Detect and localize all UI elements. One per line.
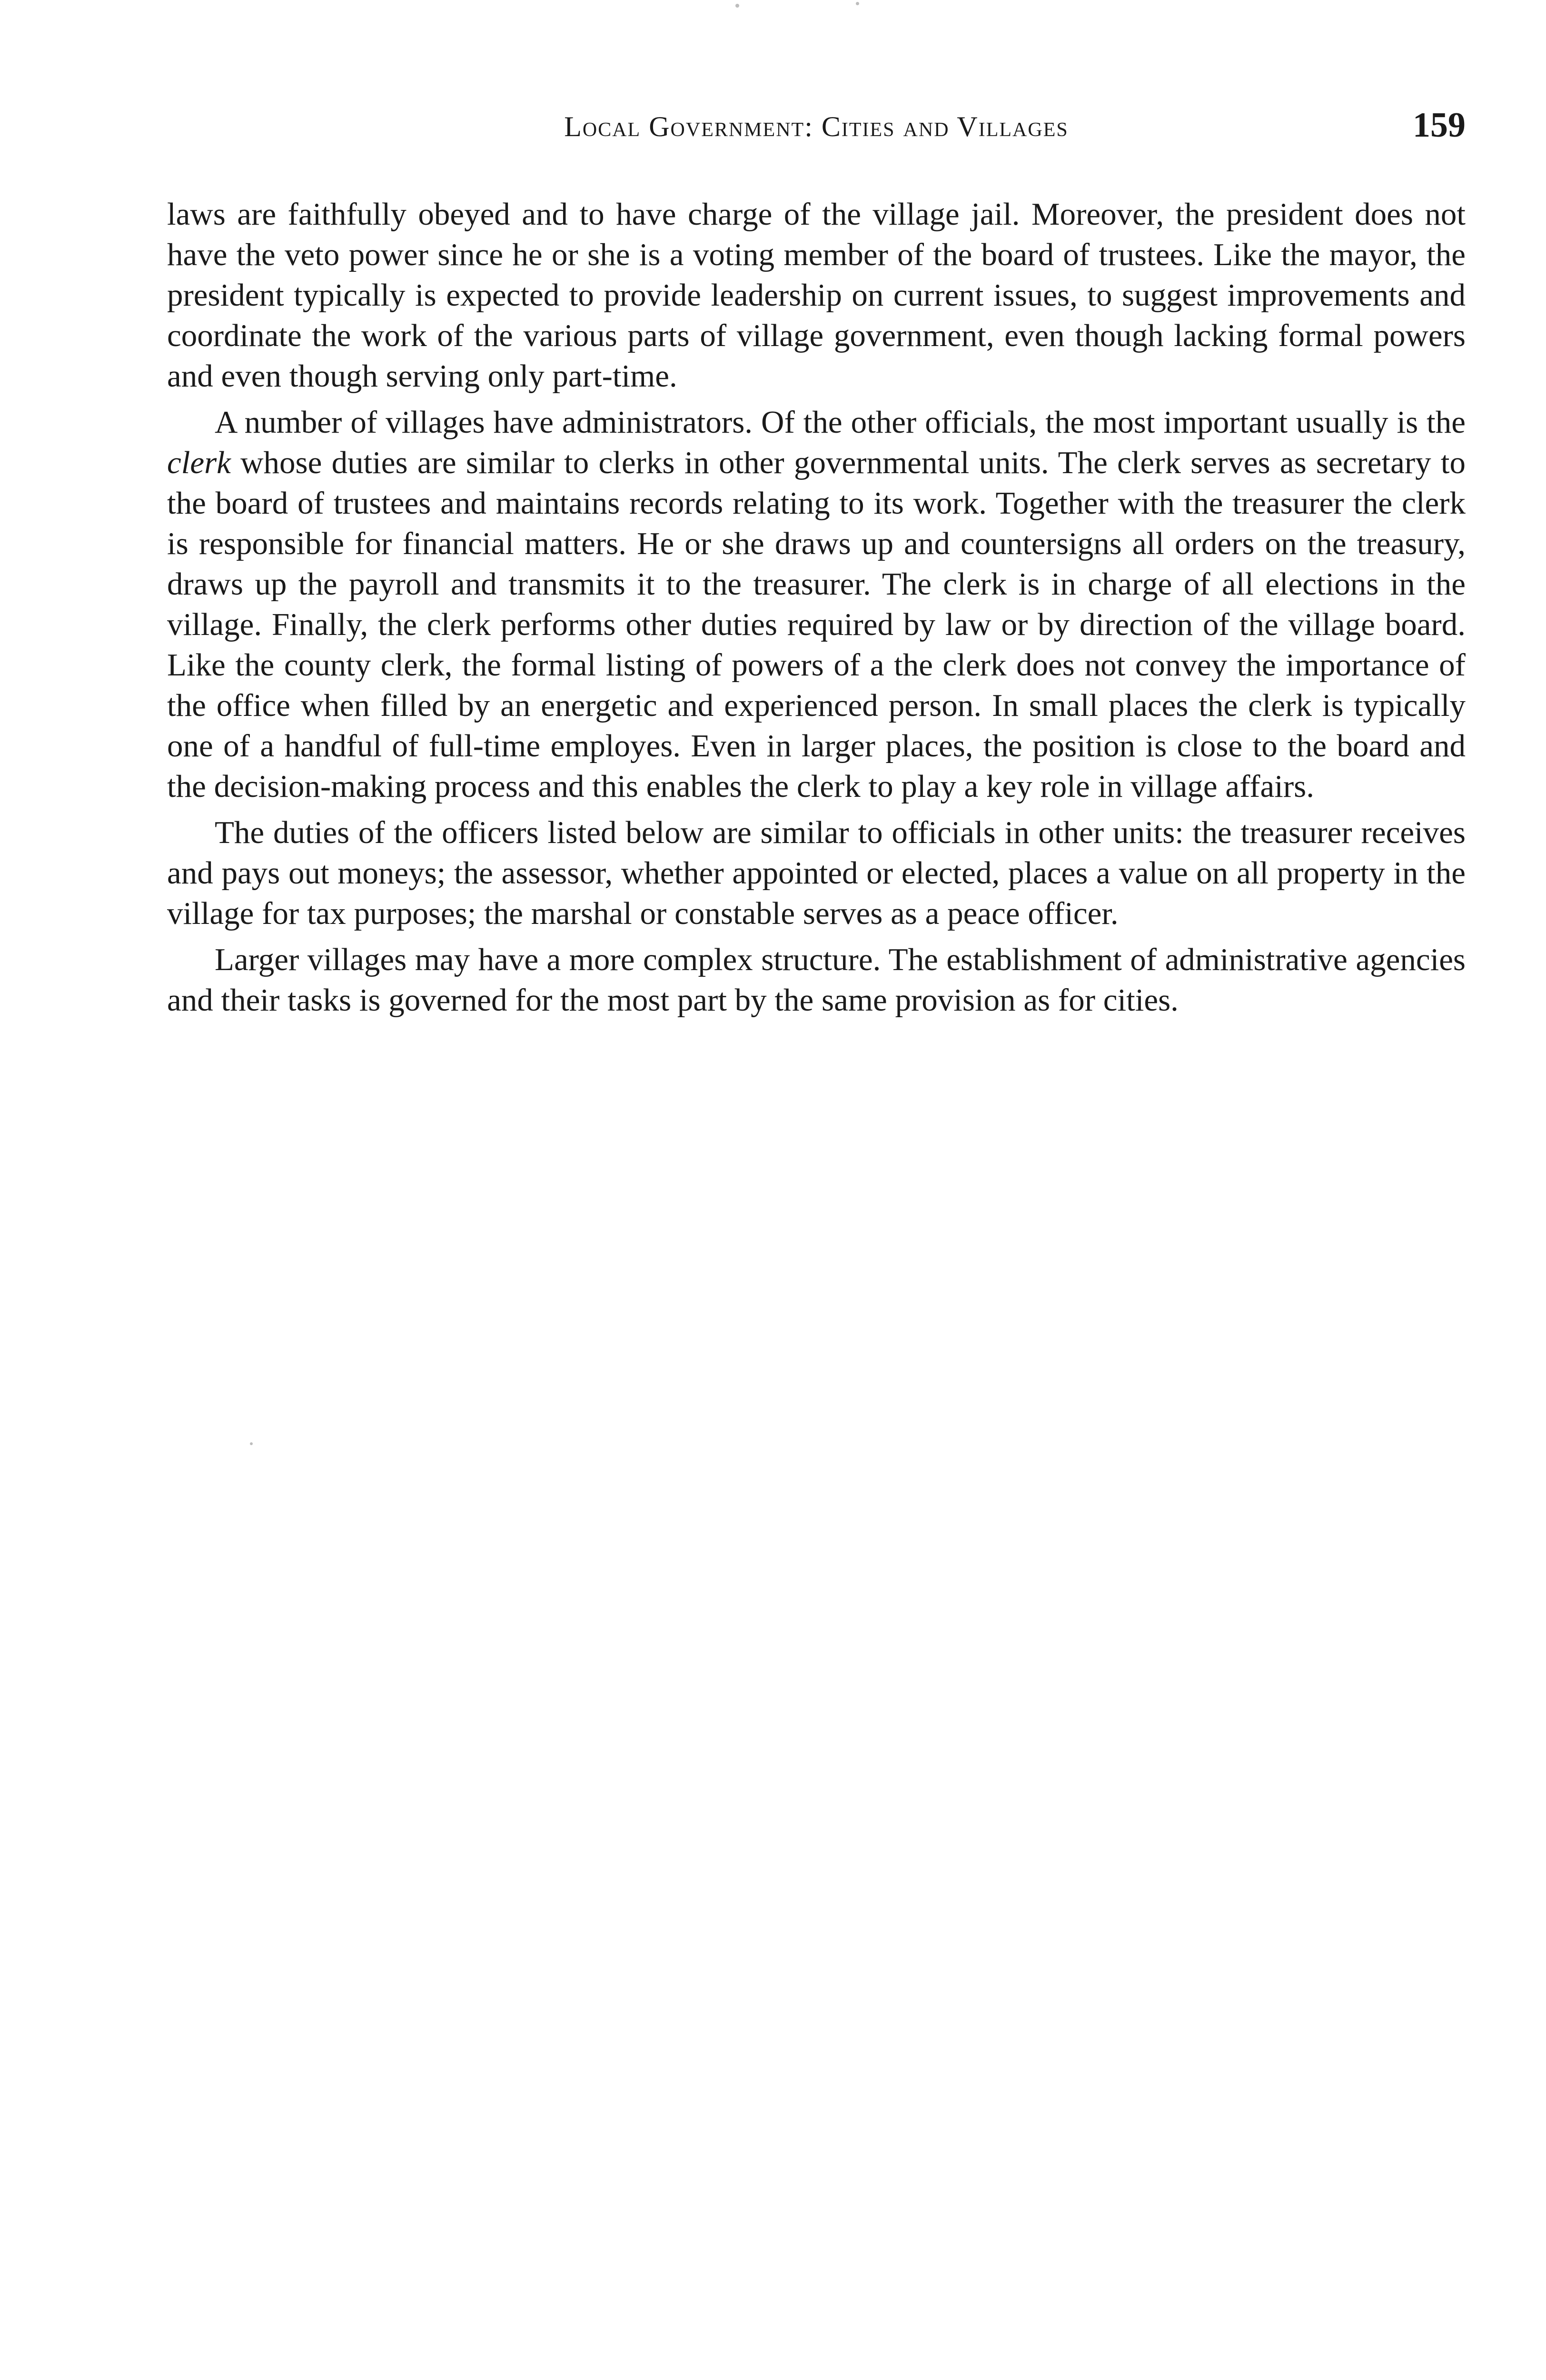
italic-term-clerk: clerk bbox=[167, 445, 231, 480]
paragraph-4: Larger villages may have a more complex structure. The establishment of administrative agencies and their tasks is governed for the most part by the same provision as for cities. bbox=[167, 942, 1466, 1018]
body-text bbox=[167, 194, 1466, 1021]
paragraph-2-text-end: whose duties are similar to clerks in other governmental units. The clerk serves as secretary to the board of trustees and maintains records relating to its work. Together with the treasurer the clerk is responsible for financial matters. He or she draws up and countersigns all orders on the treasury, draws up the payroll and transmits it to the treasurer. The clerk is in charge of all elections in the village. Finally, the clerk performs other duties required by law or by direction of the village board. Like the county clerk, the formal listing of powers of a the clerk does not convey the importance of the office when filled by an energetic and experienced person. In small places the clerk is typically one of a handful of full-time employes. Even in larger places, the position is close to the board and the decision-making process and this enables the clerk to play a key role in village affairs. bbox=[167, 445, 1466, 804]
scan-speck bbox=[735, 4, 739, 8]
scan-speck bbox=[856, 2, 859, 5]
paragraph-2 bbox=[167, 402, 1466, 807]
paragraph-1: laws are faithfully obeyed and to have charge of the village jail. Moreover, the president does not have the veto power since he or she is a voting member of the board of trustees. Like the mayor, the president typically is expected to provide leadership on current issues, to suggest improvements and coordinate the work of the various parts of village government, even though lacking formal powers and even though serving only part-time. bbox=[167, 197, 1466, 394]
scan-speck bbox=[250, 1442, 253, 1445]
page-number: 159 bbox=[1413, 106, 1466, 145]
running-head bbox=[167, 104, 1466, 151]
paragraph-2-text-start: A number of villages have administrators. Of the other officials, the most important usually is the bbox=[215, 405, 1466, 440]
paragraph-3: The duties of the officers listed below are similar to officials in other units: the treasurer receives and pays out moneys; the assessor, whether appointed or elected, places a value on all property in the village for tax purposes; the marshal or constable serves as a peace officer. bbox=[167, 815, 1466, 931]
running-title: Local Government: Cities and Villages bbox=[564, 111, 1069, 142]
